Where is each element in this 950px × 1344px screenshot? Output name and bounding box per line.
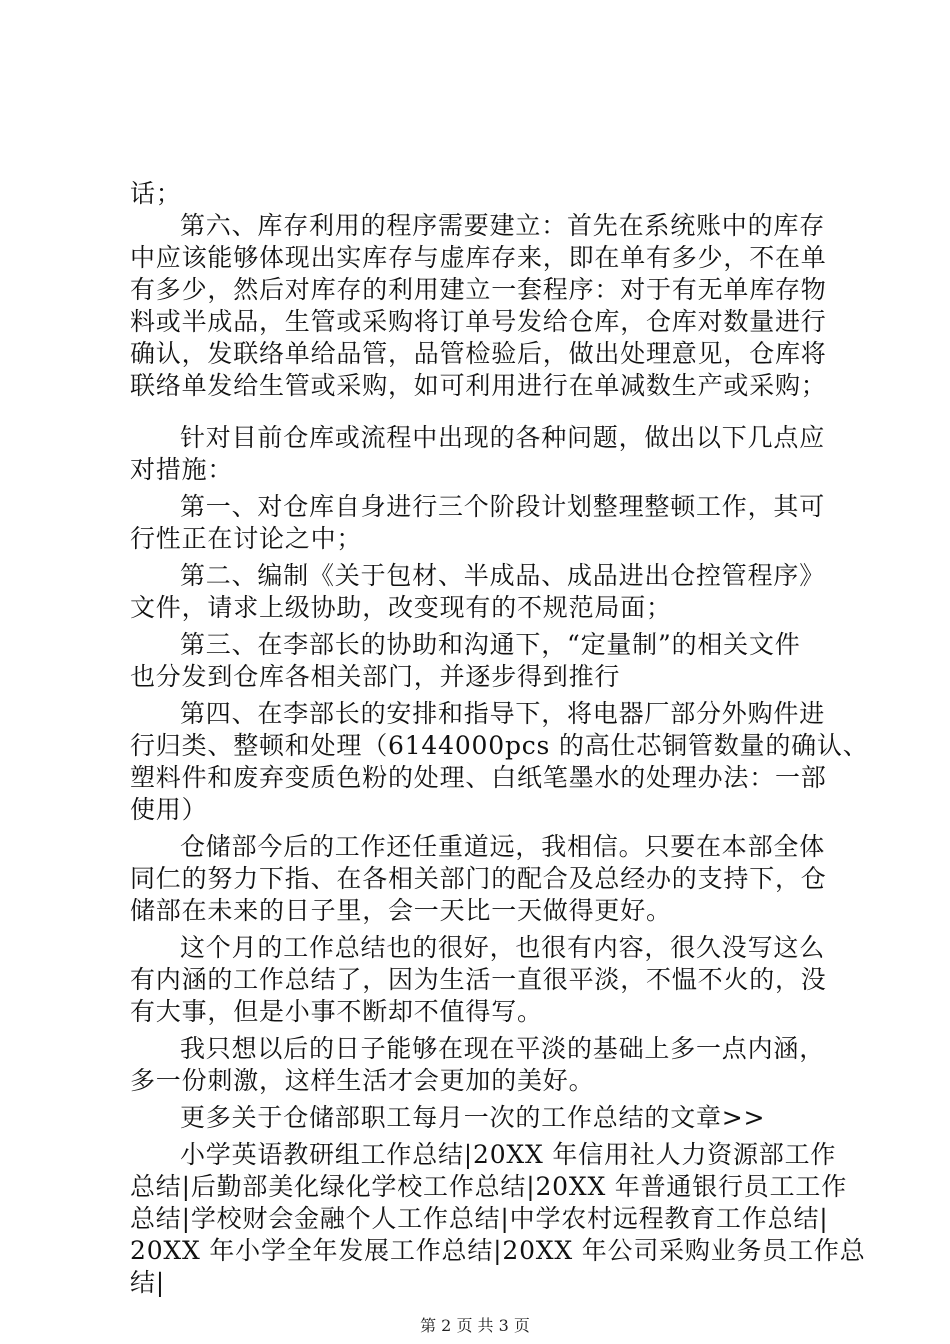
more-articles-link[interactable]: 更多关于仓储部职工每月一次的工作总结的文章>> [180, 1103, 766, 1132]
paragraph-start: 第二、编制《关于包材、半成品、成品进出仓控管程序》 [180, 561, 826, 590]
text-line: 有内涵的工作总结了，因为生活一直很平淡，不愠不火的，没 [130, 965, 827, 994]
text-line: 确认，发联络单给品管，品管检验后，做出处理意见，仓库将 [130, 339, 827, 368]
text-line: 塑料件和废弃变质色粉的处理、白纸笔墨水的处理办法：一部 [130, 763, 827, 792]
related-links-line[interactable]: 总结|后勤部美化绿化学校工作总结|20XX 年普通银行员工工作 [130, 1172, 848, 1201]
related-links-line[interactable]: 小学英语教研组工作总结|20XX 年信用社人力资源部工作 [180, 1140, 837, 1169]
related-links-line[interactable]: 20XX 年小学全年发展工作总结|20XX 年公司采购业务员工作总 [130, 1236, 866, 1265]
paragraph-start: 我只想以后的日子能够在现在平淡的基础上多一点内涵， [180, 1034, 826, 1063]
text-line: 话； [130, 179, 182, 208]
related-links-line[interactable]: 总结|学校财会金融个人工作总结|中学农村远程教育工作总结| [130, 1204, 829, 1233]
text-line: 行归类、整顿和处理（6144000pcs 的高仕芯铜管数量的确认、 [130, 731, 869, 760]
text-line: 储部在未来的日子里，会一天比一天做得更好。 [130, 896, 672, 925]
text-line: 也分发到仓库各相关部门，并逐步得到推行 [130, 662, 621, 691]
paragraph-start: 这个月的工作总结也的很好，也很有内容，很久没写这么 [180, 933, 826, 962]
text-line: 文件，请求上级协助，改变现有的不规范局面； [130, 593, 672, 622]
text-line: 联络单发给生管或采购，如可利用进行在单减数生产或采购； [130, 371, 827, 400]
page-footer: 第 2 页 共 3 页 [420, 1316, 530, 1335]
paragraph-start: 针对目前仓库或流程中出现的各种问题，做出以下几点应 [180, 423, 826, 452]
text-line: 有多少，然后对库存的利用建立一套程序：对于有无单库存物 [130, 275, 827, 304]
text-line: 对措施： [130, 455, 234, 484]
text-line: 中应该能够体现出实库存与虚库存来，即在单有多少，不在单 [130, 243, 827, 272]
paragraph-start: 第一、对仓库自身进行三个阶段计划整理整顿工作，其可 [180, 492, 826, 521]
text-line: 料或半成品，生管或采购将订单号发给仓库，仓库对数量进行 [130, 307, 827, 336]
text-line: 有大事，但是小事不断却不值得写。 [130, 997, 543, 1026]
text-line: 多一份刺激，这样生活才会更加的美好。 [130, 1066, 595, 1095]
text-line: 使用） [130, 795, 208, 824]
paragraph-start: 仓储部今后的工作还任重道远，我相信。只要在本部全体 [180, 832, 826, 861]
text-line: 行性正在讨论之中； [130, 524, 363, 553]
paragraph-start: 第四、在李部长的安排和指导下，将电器厂部分外购件进 [180, 699, 826, 728]
paragraph-start: 第三、在李部长的协助和沟通下，“定量制”的相关文件 [180, 630, 801, 659]
text-line: 同仁的努力下指、在各相关部门的配合及总经办的支持下，仓 [130, 864, 827, 893]
paragraph-start: 第六、库存利用的程序需要建立：首先在系统账中的库存 [180, 211, 826, 240]
related-links-line[interactable]: 结| [130, 1268, 166, 1297]
